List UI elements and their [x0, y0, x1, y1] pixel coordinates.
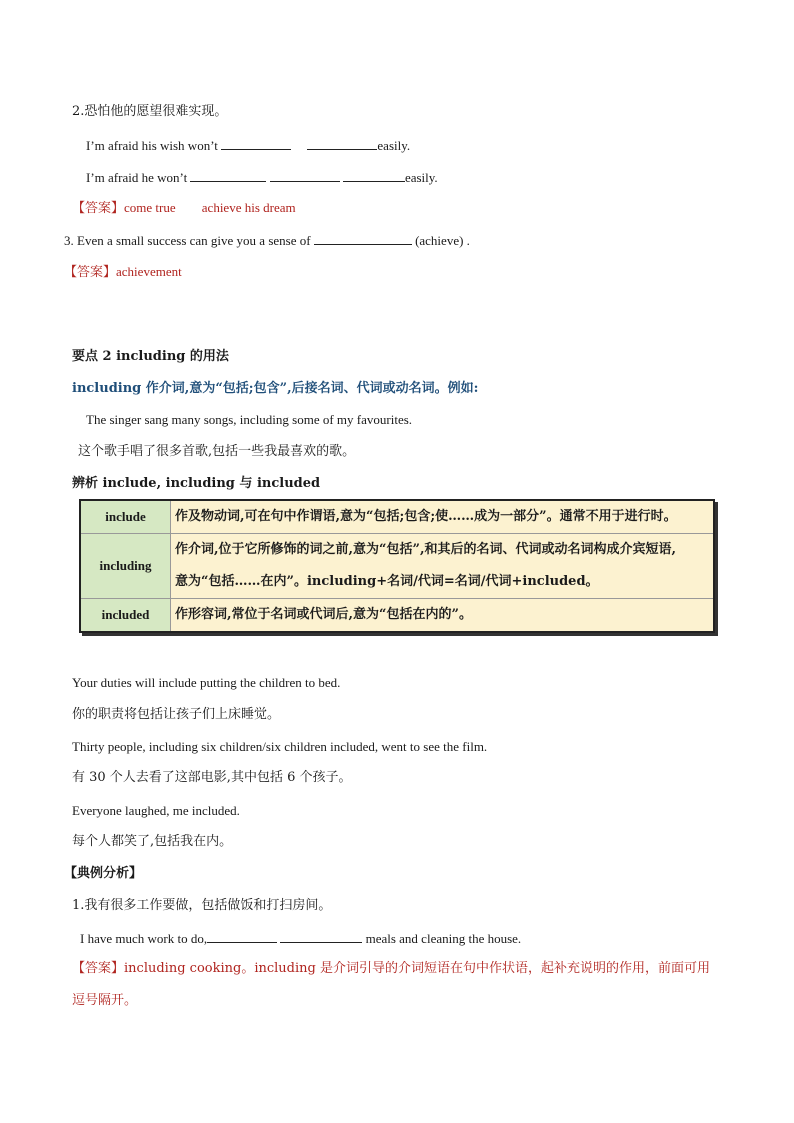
q2-line2-end: easily. — [404, 170, 438, 185]
table-row — [80, 534, 714, 599]
blank[interactable] — [343, 169, 405, 182]
term-cell: including — [80, 534, 171, 599]
desc-cell — [171, 534, 715, 599]
q3-prompt — [64, 232, 470, 249]
section-heading: 要点 2 including 的用法 — [72, 349, 229, 364]
desc-cell: 作及物动词,可在句中作谓语,意为“包括;包含;使……成为一部分”。通常不用于进行时。 — [171, 500, 715, 534]
q2-line2 — [86, 169, 438, 186]
blank[interactable] — [307, 137, 377, 150]
q2-line1-start: I’m afraid his wish won’t — [86, 138, 218, 153]
blank[interactable] — [207, 930, 277, 943]
term-cell: included — [80, 599, 171, 633]
table-row — [80, 500, 714, 534]
term-cell: include — [80, 500, 171, 534]
answer-label: 【答案】 — [72, 201, 125, 216]
typical-sentence-end: meals and cleaning the house. — [365, 931, 522, 946]
typical-heading: 【典例分析】 — [64, 866, 143, 881]
typical-prompt: 1.我有很多工作要做，包括做饭和打扫房间。 — [72, 898, 332, 913]
desc-cell: 作形容词,常位于名词或代词后,意为“包括在内的”。 — [171, 599, 715, 633]
example-cn: 这个歌手唱了很多首歌,包括一些我最喜欢的歌。 — [78, 444, 356, 459]
blank[interactable] — [280, 930, 362, 943]
answer-text: come true — [124, 200, 176, 215]
q3-prompt-end: (achieve) . — [415, 233, 470, 248]
answer-label: 【答案】 — [64, 265, 117, 280]
q3-answer — [64, 264, 182, 281]
desc-line: 意为“包括……在内”。including+名词/代词=名词/代词+included。 — [175, 574, 599, 589]
example-cn: 每个人都笑了,包括我在内。 — [72, 834, 233, 849]
blank[interactable] — [190, 169, 266, 182]
q2-prompt: 2.恐怕他的愿望很难实现。 — [72, 104, 228, 119]
table-row — [80, 599, 714, 633]
definition: including 作介词,意为“包括;包含”,后接名词、代词或动名词。例如: — [72, 381, 479, 396]
example-cn: 有 30 个人去看了这部电影,其中包括 6 个孩子。 — [72, 770, 352, 785]
example-en: Your duties will include putting the children to bed. — [72, 675, 341, 690]
blank[interactable] — [314, 232, 412, 245]
answer-text: achievement — [116, 264, 182, 279]
typical-answer-cont: 逗号隔开。 — [72, 993, 138, 1008]
answer-text: including cooking。including 是介词引导的介词短语在句中作状语，起补充说明的作用，前面可用 — [124, 961, 710, 976]
example-en: The singer sang many songs, including some of my favourites. — [86, 412, 413, 427]
example-cn: 你的职责将包括让孩子们上床睡觉。 — [72, 707, 281, 722]
typical-answer — [72, 961, 710, 977]
desc-line: 作介词,位于它所修饰的词之前,意为“包括”,和其后的名词、代词或动名词构成介宾短语, — [175, 542, 677, 557]
q2-line1 — [86, 137, 410, 154]
answer-text: achieve his dream — [201, 200, 296, 215]
q3-prompt-start: 3. Even a small success can give you a sense of — [64, 233, 311, 248]
example-en: Thirty people, including six children/six children included, went to see the film. — [72, 739, 488, 754]
answer-label: 【答案】 — [72, 961, 125, 976]
blank[interactable] — [270, 169, 340, 182]
q2-answer — [72, 200, 296, 217]
q2-line1-end: easily. — [377, 138, 411, 153]
compare-heading: 辨析 include, including 与 included — [72, 476, 321, 491]
typical-sentence-start: I have much work to do, — [80, 931, 208, 946]
blank[interactable] — [221, 137, 291, 150]
typical-sentence — [80, 930, 521, 947]
example-en: Everyone laughed, me included. — [72, 803, 240, 818]
comparison-table — [79, 499, 715, 633]
q2-line2-start: I’m afraid he won’t — [86, 170, 188, 185]
